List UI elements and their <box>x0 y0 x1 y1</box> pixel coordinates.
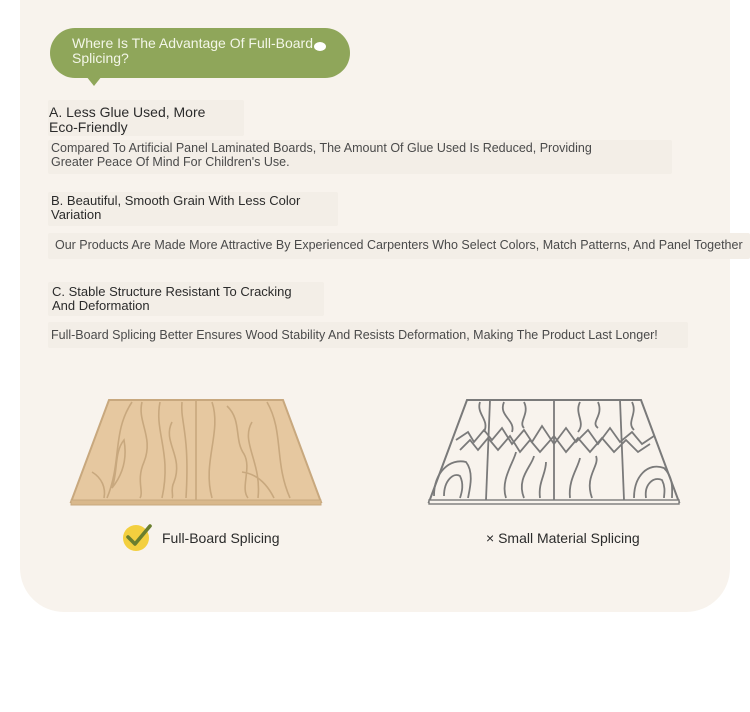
advantage-c-heading: C. Stable Structure Resistant To Cracking And Deformation <box>52 284 292 313</box>
check-icon <box>123 522 153 550</box>
advantage-a-text-line-2: Greater Peace Of Mind For Children's Use. <box>51 155 290 169</box>
question-bubble <box>50 28 350 78</box>
small-material-wood-icon <box>420 392 688 512</box>
bubble-tail <box>86 76 102 86</box>
advantage-b-heading: B. Beautiful, Smooth Grain With Less Color Variation <box>51 193 301 222</box>
bubble-dot-icon <box>314 42 326 51</box>
advantage-a-heading: A. Less Glue Used, More Eco-Friendly <box>49 104 206 135</box>
question-text: Where Is The Advantage Of Full-Board Splicing? <box>72 35 313 66</box>
advantage-b-text-line-1: Our Products Are Made More Attractive By Experienced Carpenters Who Select Colors, Match Patterns, And Panel Together <box>55 238 743 252</box>
advantage-a-text-line-1: Compared To Artificial Panel Laminated Boards, The Amount Of Glue Used Is Reduced, Providing <box>51 141 592 155</box>
full-board-wood-icon <box>62 392 330 512</box>
small-material-label: × Small Material Splicing <box>486 530 640 546</box>
advantage-c-text-line-1: Full-Board Splicing Better Ensures Wood Stability And Resists Deformation, Making The Product Last Longer! <box>51 328 658 342</box>
full-board-label: Full-Board Splicing <box>162 530 280 546</box>
